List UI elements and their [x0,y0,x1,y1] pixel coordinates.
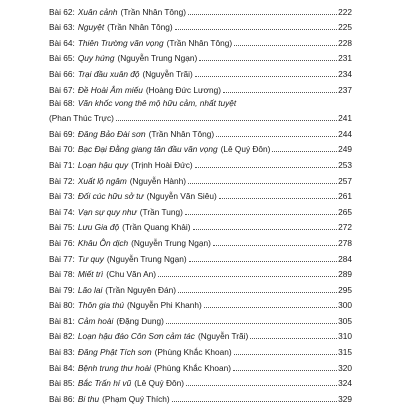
toc-entry-page: 315 [338,347,352,358]
dot-leader [195,167,338,168]
toc-entry-title: Đề Hoài Âm miếu [77,84,143,95]
dot-leader [199,60,337,61]
toc-entry[interactable] [49,264,352,280]
toc-entry-number: Bài 77: [49,253,75,264]
toc-entry[interactable] [49,139,352,155]
toc-entry-author: (Trần Nguyên Đán) [105,284,177,295]
toc-entry-title: Thôn gia thú [77,300,124,311]
toc-entry-page: 261 [338,191,352,202]
toc-entry-author: (Lê Quý Đôn) [220,144,271,155]
toc-entry[interactable] [49,63,352,79]
toc-entry-page: 241 [338,113,352,124]
toc-entry-title: Xuân cảnh [77,6,118,17]
toc-entry-title: Đăng Phật Tích sơn [77,347,152,358]
toc-entry-author: (Nguyễn Trung Ngạn) [117,53,198,64]
toc-entry[interactable] [49,48,352,64]
toc-entry-author: (Hoàng Đức Lương) [145,84,221,95]
toc-entry-number: Bài 86: [49,393,75,404]
toc-entry-number: Bài 72: [49,175,75,186]
toc-entry-title: Loạn hậu quy [77,159,129,170]
toc-entry[interactable] [49,232,352,248]
toc-entry-author: (Trần Nhân Tông) [166,37,233,48]
toc-entry-title: Vạn sự quy như [77,206,137,217]
toc-entry-title: Bắc Trấn hí vũ [77,378,132,389]
toc-entry-number: Bài 82: [49,331,75,342]
toc-entry[interactable] [49,186,352,202]
toc-entry-title: Xuất lộ ngâm [77,175,127,186]
toc-entry-author: (Nguyễn Văn Siêu) [146,191,217,202]
toc-entry-page: 272 [338,222,352,233]
dot-leader [185,214,337,215]
toc-entry-title: Trại đầu xuân độ [77,68,140,79]
toc-entry-title: Bi thu [77,393,100,404]
toc-entry-number: Bài 83: [49,347,75,358]
toc-entry[interactable] [49,388,352,404]
table-of-contents [49,1,352,404]
toc-entry-number: Bài 76: [49,237,75,248]
toc-entry-number: Bài 73: [49,191,75,202]
dot-leader [172,401,337,402]
toc-entry-number: Bài 81: [49,315,75,326]
toc-entry[interactable] [49,95,352,108]
toc-entry-author: (Trần Tung) [139,206,183,217]
toc-entry-number: Bài 68: [49,97,75,108]
toc-entry-title: Khâu Ôn dịch [77,237,129,248]
toc-entry-author: (Nguyễn Trung Ngạn) [106,253,187,264]
toc-entry-number: Bài 78: [49,269,75,280]
dot-leader [223,92,337,93]
dot-leader [188,183,337,184]
toc-entry-page: 305 [338,315,352,326]
toc-entry-title: Quy hứng [77,53,115,64]
dot-leader [272,151,337,152]
toc-entry-author: (Nguyễn Phi Khanh) [126,300,202,311]
dot-leader [233,370,337,371]
toc-entry-page: 257 [338,175,352,186]
toc-entry-page: 289 [338,269,352,280]
toc-entry-page: 310 [338,331,352,342]
toc-entry[interactable] [49,295,352,311]
toc-entry-author: (Phan Thúc Trực) [49,113,114,124]
dot-leader [234,45,337,46]
toc-entry-page: 231 [338,53,352,64]
toc-entry-title: Lưu Gia độ [77,222,120,233]
toc-entry-author: (Đặng Dung) [116,315,164,326]
toc-entry-number: Bài 62: [49,6,75,17]
dot-leader [116,120,337,121]
toc-entry-number: Bài 70: [49,144,75,155]
toc-entry-title: Nguyệt [77,22,105,33]
dot-leader [178,292,337,293]
toc-entry-author: (Nguyễn Trãi) [197,331,249,342]
toc-entry-title: Miết trì [77,269,104,280]
toc-entry-author: (Trần Nhân Tông) [148,128,215,139]
dot-leader [250,338,337,339]
toc-entry-title: Thiên Trường vãn vọng [77,37,164,48]
toc-entry-title: Đăng Bảo Đài sơn [77,128,146,139]
toc-entry-title: Đối cúc hữu sở tư [77,191,144,202]
toc-entry[interactable] [49,217,352,233]
toc-entry-page: 324 [338,378,352,389]
dot-leader [193,229,338,230]
toc-entry[interactable] [49,108,352,124]
toc-entry[interactable] [49,123,352,139]
toc-entry-page: 295 [338,284,352,295]
toc-entry-title: Lão lai [77,284,103,295]
toc-entry[interactable] [49,326,352,342]
dot-leader [175,29,338,30]
toc-entry-author: (Phùng Khắc Khoan) [153,362,231,373]
toc-entry-number: Bài 66: [49,68,75,79]
toc-entry[interactable] [49,1,352,17]
dot-leader [204,307,337,308]
toc-entry-page: 234 [338,68,352,79]
toc-entry-author: (Trần Nhân Tông) [107,22,173,33]
toc-entry-author: (Trần Nhân Tông) [120,6,187,17]
toc-entry-page: 244 [338,128,352,139]
toc-entry[interactable] [49,154,352,170]
toc-entry[interactable] [49,310,352,326]
toc-entry[interactable] [49,17,352,33]
dot-leader [219,198,337,199]
toc-entry-page: 278 [338,237,352,248]
dot-leader [216,136,337,137]
toc-entry-title: Bạc Đại Đằng giang tân đầu vãn vọng [77,144,218,155]
toc-entry-page: 225 [338,22,352,33]
toc-entry-number: Bài 71: [49,159,75,170]
toc-entry-title: Vãn khốc vong thê mộ hữu cảm, nhất tuyệt [77,97,237,108]
toc-entry-number: Bài 80: [49,300,75,311]
toc-entry-page: 284 [338,253,352,264]
toc-entry[interactable] [49,341,352,357]
toc-entry-author: (Chu Văn An) [106,269,157,280]
toc-entry[interactable] [49,357,352,373]
toc-entry-page: 300 [338,300,352,311]
dot-leader [234,354,338,355]
toc-entry-number: Bài 69: [49,128,75,139]
toc-entry-number: Bài 74: [49,206,75,217]
toc-entry-author: (Lê Quý Đôn) [134,378,184,389]
toc-entry-number: Bài 64: [49,37,75,48]
toc-entry-title: Tư quy [77,253,104,264]
toc-entry-author: (Nguyễn Trung Ngạn) [131,237,211,248]
toc-entry-author: (Nguyễn Trãi) [142,68,193,79]
toc-entry-title: Loạn hậu đáo Côn Sơn cảm tác [77,331,195,342]
toc-entry[interactable] [49,32,352,48]
toc-entry[interactable] [49,79,352,95]
toc-entry-number: Bài 75: [49,222,75,233]
toc-entry-number: Bài 84: [49,362,75,373]
dot-leader [188,14,337,15]
toc-entry-page: 249 [338,144,352,155]
toc-entry[interactable] [49,248,352,264]
toc-entry-author: (Nguyễn Hành) [129,175,186,186]
toc-entry-page: 222 [338,6,352,17]
dot-leader [213,245,337,246]
toc-entry[interactable] [49,170,352,186]
dot-leader [186,385,337,386]
toc-entry-page: 320 [338,362,352,373]
toc-entry-author: (Phạm Quý Thích) [102,393,170,404]
toc-entry-page: 253 [338,159,352,170]
toc-entry-page: 237 [338,84,352,95]
toc-entry[interactable] [49,373,352,389]
toc-entry[interactable] [49,201,352,217]
toc-entry-page: 228 [338,37,352,48]
toc-entry-page: 265 [338,206,352,217]
dot-leader [166,323,337,324]
dot-leader [158,276,337,277]
toc-entry-author: (Phùng Khắc Khoan) [154,347,232,358]
toc-entry-title: Bệnh trung thư hoài [77,362,151,373]
toc-entry-number: Bài 67: [49,84,75,95]
toc-entry-number: Bài 79: [49,284,75,295]
dot-leader [189,261,338,262]
toc-entry-author: (Trần Quang Khải) [122,222,191,233]
toc-entry-number: Bài 85: [49,378,75,389]
toc-entry[interactable] [49,279,352,295]
toc-entry-author: (Trịnh Hoài Đức) [131,159,193,170]
toc-entry-page: 329 [338,393,352,404]
toc-entry-title: Cảm hoài [77,315,114,326]
toc-entry-number: Bài 63: [49,22,75,33]
toc-entry-number: Bài 65: [49,53,75,64]
dot-leader [195,76,337,77]
